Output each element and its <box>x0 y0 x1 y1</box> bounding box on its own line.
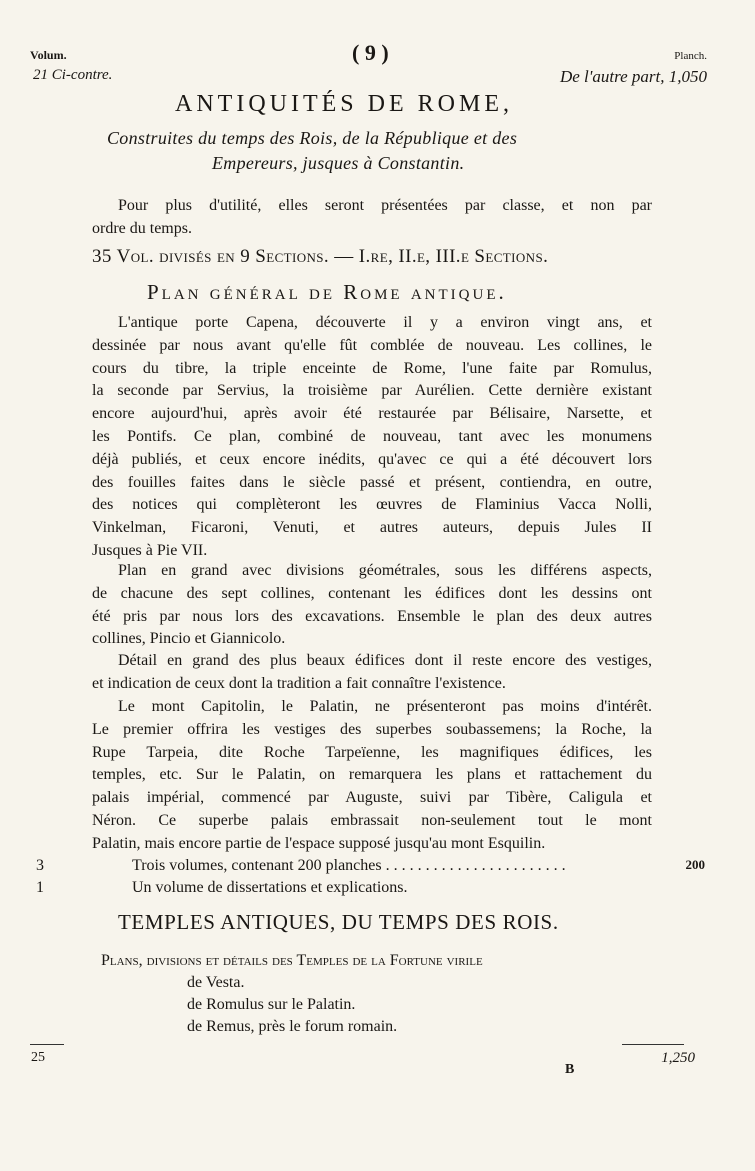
plans-line <box>101 952 483 970</box>
volumes-sections-line: 35 Vol. divisés en 9 Sections. — I.re, II.e, III.e Sections. <box>92 246 549 267</box>
plans-line: de Vesta. <box>187 974 245 991</box>
text-line: Plan en grand avec divisions géométrales, sous les différens aspects, <box>118 562 652 579</box>
temples-heading: TEMPLES ANTIQUES, DU TEMPS DES ROIS. <box>118 910 559 934</box>
total-rule-left <box>30 1044 64 1045</box>
dot-leader: . . . . . . . . . . . . . . . . . . . . . . . <box>381 857 566 874</box>
text-line: encore aujourd'hui, après avoir été restaurée par Bélisaire, Narsette, et <box>92 405 652 423</box>
volume-column-header: Volum. <box>30 48 67 62</box>
subtitle-line-1: Construites du temps des Rois, de la République et des <box>107 128 518 148</box>
page-number: ( 9 ) <box>352 40 389 65</box>
intro-paragraph <box>92 195 652 241</box>
text-line: palais impérial, commencé par Auguste, suivi par Tibère, Caligula et <box>92 789 652 807</box>
text-line: collines, Pincio et Giannicolo. <box>92 630 286 648</box>
text-line: cours du tibre, la triple enceinte de Rome, l'une faite par Romulus, <box>92 359 652 377</box>
plans-line: de Remus, près le forum romain. <box>187 1018 398 1035</box>
volume-row-text <box>132 857 566 875</box>
text-line: des notices qui complèteront les œuvres de Flaminius Vacca Nolli, <box>92 496 652 514</box>
text-line: Jusques à Pie VII. <box>92 541 208 559</box>
total-rule-right <box>622 1044 684 1045</box>
volume-count: 1 <box>36 879 44 896</box>
text-line: été pris par nous lors des excavations. Ensemble le plan des deux autres <box>92 607 652 625</box>
text-line: temples, etc. Sur le Palatin, on remarquera les plans et rattachement du <box>92 766 652 784</box>
signature-mark: B <box>565 1062 575 1077</box>
volume-row-label: Trois volumes, contenant 200 planches <box>132 857 382 874</box>
text-line: Détail en grand des plus beaux édifices dont il reste encore des vestiges, <box>118 652 652 669</box>
volume-row-text: Un volume de dissertations et explications. <box>132 879 408 896</box>
text-line: les Pontifs. Ce plan, combiné de nouveau, tant avec les monumens <box>92 427 652 445</box>
paragraph-porte-capena <box>92 312 652 563</box>
text-line: déjà publiés, et ceux encore inédits, qu'avec ce qui a été découvert lors <box>92 450 652 468</box>
text-line: Le premier offrira les vestiges des superbes soubassemens; la Roche, la <box>92 720 652 738</box>
text-line: L'antique porte Capena, découverte il y a environ vingt ans, et <box>118 314 652 331</box>
paragraph-plan-en-grand <box>92 560 652 651</box>
text-line: la seconde par Servius, la troisième par Aurélien. Cette dernière existant <box>92 382 652 400</box>
text-line: Le mont Capitolin, le Palatin, ne présenteront pas moins d'intérêt. <box>118 698 652 715</box>
plans-line: de Romulus sur le Palatin. <box>187 996 356 1013</box>
planche-count: 200 <box>685 857 705 872</box>
volume-count: 3 <box>36 857 44 874</box>
page-title: ANTIQUITÉS DE ROME, <box>175 91 513 117</box>
planche-column-header: Planch. <box>674 50 707 62</box>
text-line: Palatin, mais encore partie de l'espace supposé jusqu'au mont Esquilin. <box>92 834 546 852</box>
subtitle-line-2: Empereurs, jusques à Constantin. <box>212 153 465 173</box>
carried-right: De l'autre part, 1,050 <box>559 67 707 86</box>
intro-line: Pour plus d'utilité, elles seront présentées par classe, et non par <box>118 197 652 214</box>
text-line: Néron. Ce superbe palais embrassait non-seulement tout le mont <box>92 811 652 829</box>
planche-total: 1,250 <box>661 1050 695 1066</box>
intro-line: ordre du temps. <box>92 219 192 237</box>
paragraph-capitolin-palatin <box>92 696 652 856</box>
text-line: Vinkelman, Ficaroni, Venuti, et autres auteurs, depuis Jules II <box>92 519 652 537</box>
volume-total: 25 <box>31 1050 45 1065</box>
carried-left: 21 Ci-contre. <box>33 67 113 83</box>
text-line: dessinée par nous avant qu'elle fût comblée de nouveau. Les collines, le <box>92 336 652 354</box>
plans-line-text: Plans, divisions et détails des Temples de la Fortune virile <box>101 952 483 969</box>
text-line: de chacune des sept collines, contenant les édifices dont les dessins ont <box>92 584 652 602</box>
paragraph-detail-en-grand <box>92 650 652 696</box>
text-line: et indication de ceux dont la tradition a fait connaître l'existence. <box>92 674 506 692</box>
text-line: Rupe Tarpeia, dite Roche Tarpeïenne, les magnifiques édifices, les <box>92 743 652 761</box>
text-line: des fouilles faites dans le siècle passé et présent, contiendra, en outre, <box>92 473 652 491</box>
section-heading: Plan général de Rome antique. <box>147 280 507 304</box>
